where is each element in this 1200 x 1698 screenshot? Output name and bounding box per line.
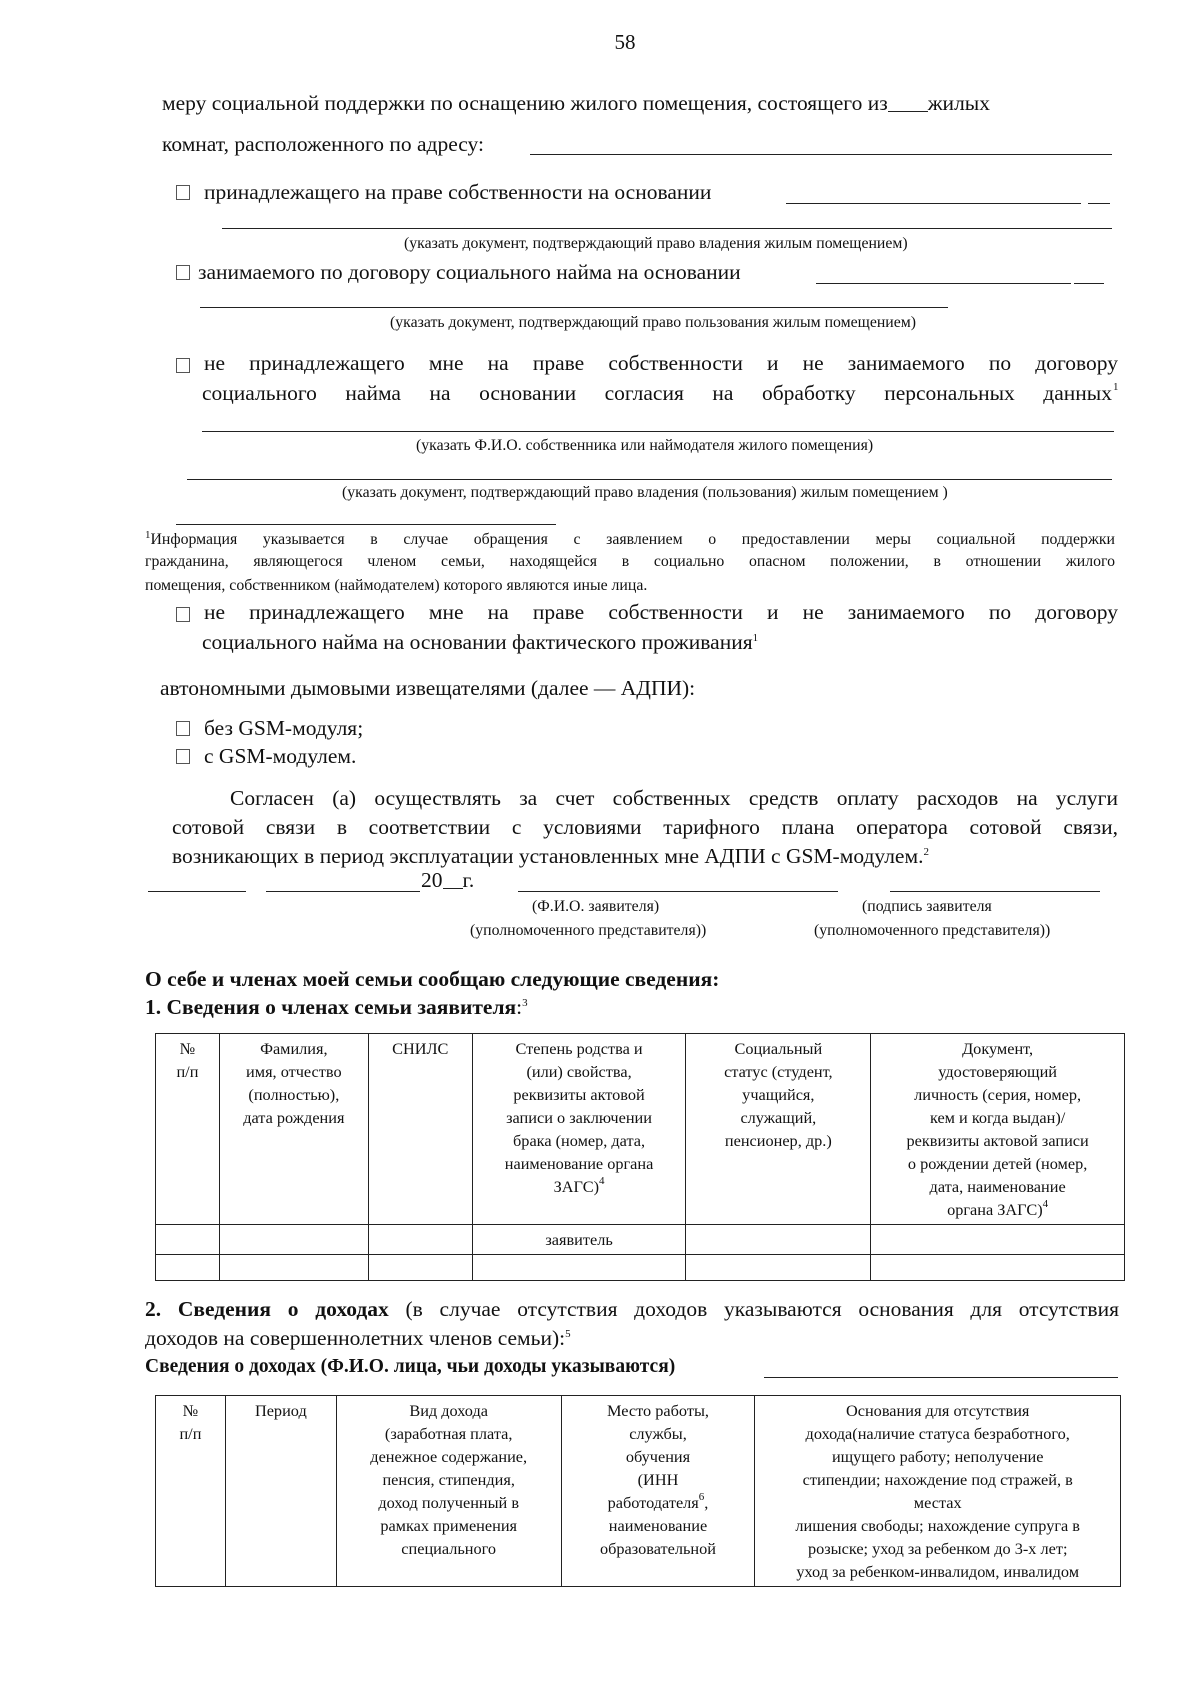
t2-header-3-line: службы, xyxy=(629,1424,687,1443)
checkbox-actual[interactable] xyxy=(176,607,190,622)
t1-header-4-line: Социальный xyxy=(734,1039,823,1058)
option-actual-line2 xyxy=(202,630,758,655)
para1-line1-tail: жилых xyxy=(927,91,990,115)
table-cell[interactable] xyxy=(871,1255,1125,1281)
option-owned-label: принадлежащего на праве собственности на основании xyxy=(204,180,712,204)
t1-header-5-line: дата, наименование xyxy=(929,1177,1066,1196)
section1-title xyxy=(145,995,528,1020)
t1-header-5-line: удостоверяющий xyxy=(938,1062,1058,1081)
gsm-option-with[interactable] xyxy=(176,744,356,769)
detectors-line: автономными дымовыми извещателями (далее — АДПИ): xyxy=(160,676,696,700)
gsm-option-with-label: с GSM-модулем. xyxy=(204,744,357,768)
t1-header-5-sup: 4 xyxy=(1042,1198,1049,1210)
lease-basis-blank-2[interactable] xyxy=(200,307,948,308)
lease-basis-blank-tail xyxy=(1074,283,1104,284)
option-actual-sup: 1 xyxy=(752,632,759,644)
consent-hint1: (указать Ф.И.О. собственника или наймодателя жилого помещения) xyxy=(416,437,874,454)
table-row xyxy=(156,1255,1125,1281)
date-year-prefix: 20 xyxy=(421,868,443,892)
consent-line3 xyxy=(172,844,929,869)
owner-name-blank[interactable] xyxy=(202,431,1114,432)
t1-header-3-line: (или) свойства, xyxy=(526,1062,632,1081)
rooms-count-blank[interactable] xyxy=(888,94,928,112)
t1-header-5-line: Документ, xyxy=(962,1039,1034,1058)
address-blank[interactable] xyxy=(530,154,1112,155)
t2-header-0 xyxy=(156,1396,226,1587)
checkbox-owned[interactable] xyxy=(176,185,190,200)
t2-header-0-line: п/п xyxy=(179,1424,202,1443)
t1-header-1 xyxy=(219,1034,368,1225)
date-year-suffix: г. xyxy=(462,868,475,892)
footnote1-sup: 1 xyxy=(145,529,151,541)
sign-label-2: (уполномоченного представителя)) xyxy=(814,922,1051,939)
footnote1-line1 xyxy=(145,529,1115,549)
t1-header-1-line: Фамилия, xyxy=(260,1039,328,1058)
t2-header-3-line: (ИНН xyxy=(637,1470,679,1489)
t1-header-3-line: Степень родства и xyxy=(515,1039,643,1058)
t2-header-3-line: работодателя xyxy=(607,1493,699,1512)
footnote1-line2: гражданина, являющегося членом семьи, находящейся в социально опасном положении, в отношении жилого xyxy=(145,553,1115,570)
t2-header-3-line: наименование xyxy=(608,1516,708,1535)
consent-line2: сотовой связи в соответствии с условиями тарифного плана оператора сотовой связи, xyxy=(172,815,1118,839)
checkbox-gsm-without[interactable] xyxy=(176,721,190,736)
t2-header-4-line: ищущего работу; неполучение xyxy=(831,1447,1044,1466)
checkbox-lease[interactable] xyxy=(176,265,190,280)
para1-line1 xyxy=(162,91,990,116)
consent-line1: Согласен (а) осуществлять за счет собственных средств оплату расходов на услуги xyxy=(230,786,1118,810)
t2-header-2-line: доход полученный в xyxy=(378,1493,520,1512)
t2-header-1-line: Период xyxy=(254,1401,307,1420)
family-members-table xyxy=(155,1033,1125,1281)
t1-header-3-sup: 4 xyxy=(599,1175,605,1187)
page-number: 58 xyxy=(614,30,636,54)
t1-header-3-line: реквизиты актовой xyxy=(513,1085,645,1104)
section-heading: О себе и членах моей семьи сообщаю следующие сведения: xyxy=(145,967,720,991)
t1-header-4-line: пенсионер, др.) xyxy=(724,1131,832,1150)
t1-header-4-line: учащийся, xyxy=(742,1085,815,1104)
consent-sup: 2 xyxy=(923,846,929,858)
section1-title-text: 1. Сведения о членах семьи заявителя xyxy=(145,995,517,1019)
t2-header-2 xyxy=(336,1396,561,1587)
owned-hint: (указать документ, подтверждающий право владения жилым помещением) xyxy=(404,235,908,252)
table-cell[interactable] xyxy=(219,1255,368,1281)
t2-header-3 xyxy=(561,1396,755,1587)
t1-header-3 xyxy=(472,1034,686,1225)
t1-header-4-line: служащий, xyxy=(740,1108,817,1127)
t1-header-5-line: о рождении детей (номер, xyxy=(907,1154,1088,1173)
t1-header-5-line: кем и когда выдан)/ xyxy=(929,1108,1066,1127)
t2-header-2-line: пенсия, стипендия, xyxy=(382,1470,515,1489)
option-consent-sup: 1 xyxy=(1113,381,1119,393)
consent-document-blank[interactable] xyxy=(187,479,1112,480)
t2-header-2-line: специального xyxy=(401,1539,497,1558)
checkbox-consent[interactable] xyxy=(176,358,190,373)
fio-label-1: (Ф.И.О. заявителя) xyxy=(532,898,660,915)
t1-header-2 xyxy=(368,1034,472,1225)
option-consent-line2-text: социального найма на основании согласия на обработку персональных данных xyxy=(202,381,1112,405)
table-cell[interactable] xyxy=(686,1255,871,1281)
option-consent-line2 xyxy=(202,381,1112,406)
lease-hint: (указать документ, подтверждающий право пользования жилым помещением) xyxy=(390,314,917,331)
table-cell[interactable] xyxy=(368,1255,472,1281)
t2-header-4 xyxy=(755,1396,1121,1587)
option-lease-label: занимаемого по договору социального найма на основании xyxy=(198,260,741,284)
t1-header-3-line: ЗАГС) xyxy=(553,1177,600,1196)
section2-text2: доходов на совершеннолетних членов семьи): xyxy=(145,1326,566,1350)
section2-subheading: Сведения о доходах (Ф.И.О. лица, чьи доходы указываются) xyxy=(145,1356,676,1377)
t2-header-4-line: Основания для отсутствия xyxy=(845,1401,1030,1420)
section2-sup: 5 xyxy=(565,1328,571,1340)
t2-header-1 xyxy=(225,1396,336,1587)
t2-header-0-line: № xyxy=(182,1401,199,1420)
table-cell[interactable] xyxy=(871,1225,1125,1255)
t1-header-4-line: статус (студент, xyxy=(724,1062,833,1081)
income-person-name-blank[interactable] xyxy=(764,1377,1118,1378)
t1-header-3-line: брака (номер, дата, xyxy=(513,1131,646,1150)
table-header-row xyxy=(156,1034,1125,1225)
section1-title-tail: : xyxy=(516,995,523,1019)
t2-header-2-line: денежное содержание, xyxy=(370,1447,528,1466)
table-header-row xyxy=(156,1396,1121,1587)
date-year xyxy=(421,868,474,893)
date-year-blank[interactable] xyxy=(443,871,463,889)
applicant-name-blank[interactable] xyxy=(518,891,838,892)
option-lease[interactable] xyxy=(176,260,741,285)
checkbox-actual-wrap[interactable] xyxy=(176,602,204,627)
sign-label-1: (подпись заявителя xyxy=(862,898,992,915)
option-actual-line2-text: социального найма на основании фактического проживания xyxy=(202,630,753,654)
applicant-signature-blank[interactable] xyxy=(890,891,1100,892)
t2-header-4-line: стипендии; нахождение под стражей, в xyxy=(802,1470,1073,1489)
t2-header-3-sup: 6 xyxy=(698,1491,705,1503)
t2-header-4-line: местах xyxy=(913,1493,962,1512)
para1-line2: комнат, расположенного по адресу: xyxy=(162,132,484,156)
footnote1-line3: помещения, собственником (наймодателем) которого являются иные лица. xyxy=(145,577,648,594)
t1-header-0-line: № xyxy=(179,1039,196,1058)
date-day-blank[interactable] xyxy=(148,891,246,892)
table-cell[interactable] xyxy=(368,1225,472,1255)
consent-hint2: (указать документ, подтверждающий право владения (пользования) жилым помещением ) xyxy=(342,484,948,501)
footnote-separator xyxy=(176,524,556,525)
t1-header-3-line: записи о заключении xyxy=(506,1108,652,1127)
t1-header-5-line: органа ЗАГС) xyxy=(947,1200,1043,1219)
option-consent-line1: не принадлежащего мне на праве собственности и не занимаемого по договору xyxy=(204,351,1118,375)
section2-line1 xyxy=(145,1297,1119,1322)
option-actual-line1: не принадлежащего мне на праве собственности и не занимаемого по договору xyxy=(204,600,1118,624)
t2-header-3-line: обучения xyxy=(625,1447,691,1466)
t1-header-2-line: СНИЛС xyxy=(392,1039,449,1058)
owned-basis-blank-tail xyxy=(1088,203,1110,204)
section1-sup: 3 xyxy=(522,997,528,1009)
gsm-option-without[interactable] xyxy=(176,716,363,741)
income-table xyxy=(155,1395,1121,1587)
t2-header-2-line: Вид дохода xyxy=(409,1401,488,1420)
t1-header-1-line: (полностью), xyxy=(248,1085,340,1104)
t1-header-1-line: имя, отчество xyxy=(246,1062,342,1081)
consent-line3-text: возникающих в период эксплуатации установленных мне АДПИ с GSM-модулем. xyxy=(172,844,924,868)
t2-header-4-line: розыске; уход за ребенком до 3-х лет; xyxy=(807,1539,1068,1558)
section2-text1: (в случае отсутствия доходов указываются основания для отсутствия xyxy=(388,1297,1119,1321)
date-month-blank[interactable] xyxy=(266,891,420,892)
section2-line2 xyxy=(145,1326,571,1351)
gsm-option-without-label: без GSM-модуля; xyxy=(204,716,364,740)
t1-header-0 xyxy=(156,1034,220,1225)
table-row xyxy=(156,1225,1125,1255)
table-cell[interactable] xyxy=(156,1255,220,1281)
t2-header-3-line: Место работы, xyxy=(607,1401,709,1420)
t1-header-5-line: реквизиты актовой записи xyxy=(906,1131,1089,1150)
t1-header-1-line: дата рождения xyxy=(243,1108,345,1127)
t1-header-3-line: наименование органа xyxy=(504,1154,654,1173)
t1-header-4 xyxy=(686,1034,871,1225)
table-cell[interactable]: заявитель xyxy=(472,1225,686,1255)
t1-header-5-line: личность (серия, номер, xyxy=(914,1085,1082,1104)
option-owned[interactable] xyxy=(176,180,711,205)
t2-header-3-line: образовательной xyxy=(599,1539,716,1558)
t2-header-3-sup-tail: , xyxy=(704,1493,709,1512)
t2-header-4-line: уход за ребенком-инвалидом, инвалидом xyxy=(796,1562,1080,1581)
table-cell[interactable] xyxy=(156,1225,220,1255)
table-cell[interactable] xyxy=(686,1225,871,1255)
footnote1-line1-text: Информация указывается в случае обращения с заявлением о предоставлении меры социальной поддержки xyxy=(150,531,1115,548)
t2-header-4-line: лишения свободы; нахождение супруга в xyxy=(795,1516,1080,1535)
t2-header-2-line: (заработная плата, xyxy=(384,1424,513,1443)
checkbox-consent-wrap[interactable] xyxy=(176,353,204,378)
checkbox-gsm-with[interactable] xyxy=(176,749,190,764)
table-cell[interactable] xyxy=(472,1255,686,1281)
t2-header-2-line: рамках применения xyxy=(380,1516,518,1535)
t2-header-4-line: дохода(наличие статуса безработного, xyxy=(805,1424,1070,1443)
table-cell[interactable] xyxy=(219,1225,368,1255)
para1-line1-text: меру социальной поддержки по оснащению жилого помещения, состоящего из xyxy=(162,91,888,115)
fio-label-2: (уполномоченного представителя)) xyxy=(470,922,707,939)
owned-basis-blank[interactable] xyxy=(786,203,1081,204)
section2-title: 2. Сведения о доходах xyxy=(145,1297,389,1321)
lease-basis-blank[interactable] xyxy=(816,283,1071,284)
t1-header-5 xyxy=(871,1034,1125,1225)
owned-basis-blank-2[interactable] xyxy=(222,228,1112,229)
t1-header-0-line: п/п xyxy=(176,1062,199,1081)
